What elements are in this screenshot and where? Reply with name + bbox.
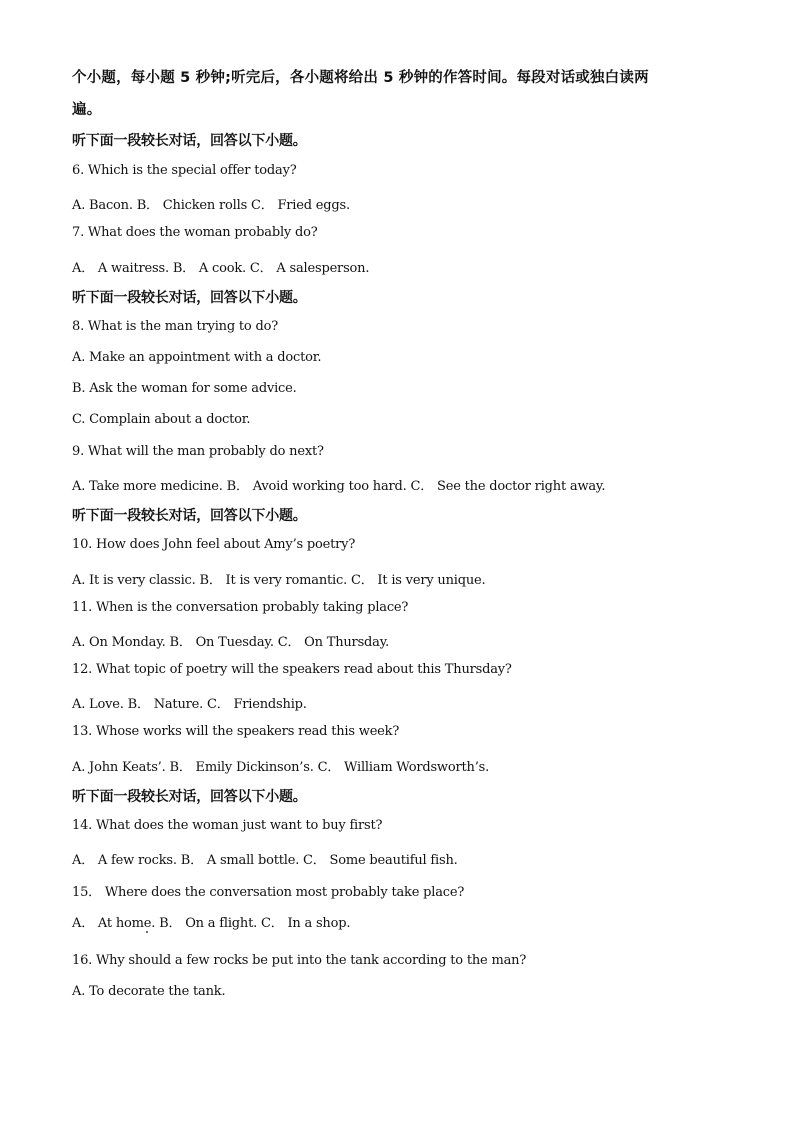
option-16a: A. To decorate the tank. xyxy=(72,984,226,999)
question-13: 13. Whose works will the speakers read this week? xyxy=(72,724,400,739)
options-14: A． A few rocks. B． A small bottle. C． Some beautiful fish. xyxy=(72,853,458,868)
section-heading: 听下面一段较长对话，回答以下小题。 xyxy=(72,290,307,306)
options-13: A. John Keats’. B． Emily Dickinson’s. C． William Wordsworth’s. xyxy=(72,760,490,775)
option-8c: C. Complain about a doctor. xyxy=(72,412,251,427)
options-15: A． At home. B． On a flight. C． In a shop. xyxy=(72,916,351,931)
options-6: A. Bacon. B． Chicken rolls C． Fried eggs. xyxy=(72,198,350,213)
question-9: 9. What will the man probably do next? xyxy=(72,444,324,459)
instructions-line-2: 遍。 xyxy=(72,102,102,118)
question-11: 11. When is the conversation probably taking place? xyxy=(72,600,409,615)
question-7: 7. What does the woman probably do? xyxy=(72,225,318,240)
section-heading: 听下面一段较长对话，回答以下小题。 xyxy=(72,789,307,805)
question-8: 8. What is the man trying to do? xyxy=(72,319,279,334)
question-10: 10. How does John feel about Amy’s poetry? xyxy=(72,537,356,552)
section-heading: 听下面一段较长对话，回答以下小题。 xyxy=(72,133,307,149)
options-7: A． A waitress. B． A cook. C． A salesperson. xyxy=(72,261,370,276)
question-6: 6. Which is the special offer today? xyxy=(72,163,297,178)
options-12: A. Love. B． Nature. C． Friendship. xyxy=(72,697,307,712)
question-12: 12. What topic of poetry will the speakers read about this Thursday? xyxy=(72,662,512,677)
question-16: 16. Why should a few rocks be put into the tank according to the man? xyxy=(72,953,527,968)
stray-dot-mark xyxy=(146,931,148,933)
question-14: 14. What does the woman just want to buy first? xyxy=(72,818,383,833)
options-10: A. It is very classic. B． It is very romantic. C． It is very unique. xyxy=(72,573,486,588)
section-heading: 听下面一段较长对话，回答以下小题。 xyxy=(72,508,307,524)
option-8b: B. Ask the woman for some advice. xyxy=(72,381,297,396)
options-11: A. On Monday. B． On Tuesday. C． On Thursday. xyxy=(72,635,390,650)
instructions-line-1: 个小题，每小题 5 秒钟;听完后，各小题将给出 5 秒钟的作答时间。每段对话或独白读两 xyxy=(72,70,649,86)
question-15: 15． Where does the conversation most probably take place? xyxy=(72,885,465,900)
option-8a: A. Make an appointment with a doctor. xyxy=(72,350,322,365)
options-9: A. Take more medicine. B． Avoid working too hard. C． See the doctor right away. xyxy=(72,479,606,494)
